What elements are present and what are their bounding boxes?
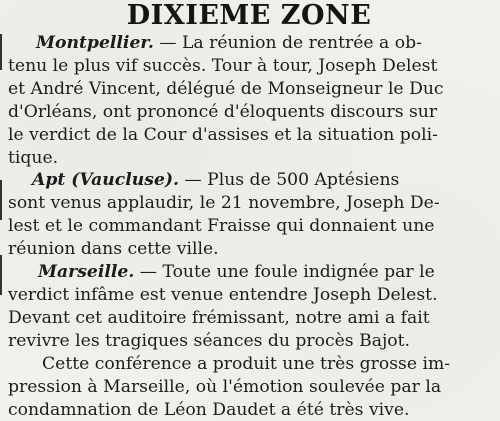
article-line: revivre les tragiques séances du procès Bajot. [8, 330, 411, 351]
line-text: — La réunion de rentrée a ob- [153, 33, 422, 53]
article-line: tenu le plus vif succès. Tour à tour, Joseph Delest [8, 55, 438, 76]
article-line [8, 261, 490, 284]
dateline: Apt (Vaucluse). [32, 170, 180, 191]
article-apt [8, 169, 490, 261]
article-line [8, 32, 490, 55]
line-text: — Toute une foule indignée par le [134, 262, 435, 283]
article-line: le verdict de la Cour d'assises et la situation poli- [8, 124, 438, 145]
article-line: Devant cet auditoire frémissant, notre ami a fait [8, 307, 430, 328]
column-rule [0, 255, 2, 295]
dateline: Montpellier. [36, 33, 154, 53]
column-rule [0, 180, 2, 220]
article-montpellier [8, 32, 490, 169]
article-line: pression à Marseille, où l'émotion soulevée par la [8, 376, 442, 397]
article-line: Cette conférence a produit une très grosse im- [42, 353, 451, 374]
article-line: verdict infâme est venue entendre Joseph Delest. [8, 284, 438, 305]
article-marseille-continued [8, 353, 490, 421]
article-line: sont venus applaudir, le 21 novembre, Joseph De- [8, 193, 440, 214]
article-line: lest et le commandant Fraisse qui donnaient une [8, 216, 435, 237]
line-text: — Plus de 500 Aptésiens [179, 170, 400, 191]
article-line: et André Vincent, délégué de Monseigneur le Duc [8, 78, 444, 99]
column-rule [0, 34, 2, 70]
article-line [8, 169, 490, 192]
article-line: d'Orléans, ont prononcé d'éloquents discours sur [8, 101, 438, 122]
article-line: condamnation de Léon Daudet a été très vive. [8, 399, 410, 420]
article-line: réunion dans cette ville. [8, 239, 219, 260]
article-marseille [8, 261, 490, 353]
dateline: Marseille. [38, 262, 135, 283]
article-line: tique. [8, 147, 59, 168]
section-heading: DIXIEME ZONE [126, 0, 372, 31]
